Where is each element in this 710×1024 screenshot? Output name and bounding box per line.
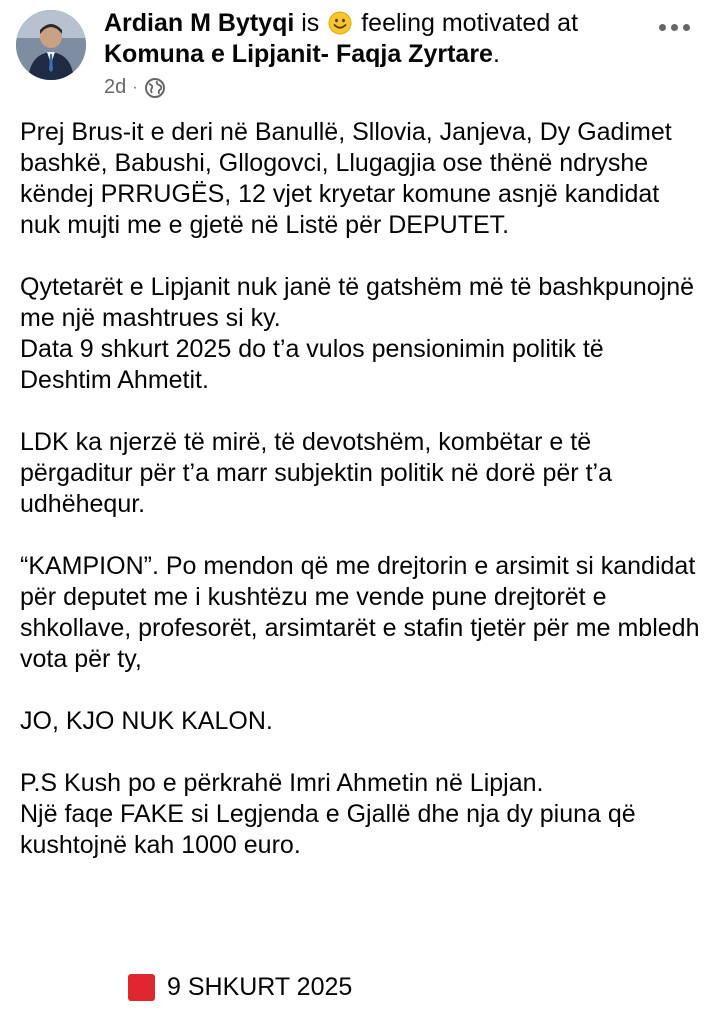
globe-icon[interactable] (144, 77, 166, 99)
post-paragraph: Qytetarët e Lipjanit nuk janë të gatshëm më të bashkpunojnë me një mashtrues si ky. Data 9 shkurt 2025 do t’a vulos pensionimin politik të Deshtim Ahmetit. (20, 273, 695, 394)
election-date-text: 9 SHKURT 2025 (167, 973, 353, 1001)
post-paragraph: “KAMPION”. Po mendon që me drejtorin e arsimit si kandidat për deputet me i kushtëzu me vende pune drejtorët e shkollave, profesorët, arsimtarët e stafin tjetër për me mbledh vota për ty, (20, 552, 700, 673)
post-paragraph: Prej Brus-it e deri në Banullë, Sllovia, Janjeva, Dy Gadimet bashkë, Babushi, Gllogovci, Llugagjia ose thënë ndryshe këndej PRRUGËS, 12 vjet kryetar komune asnjë kandidat nuk mujti me e gjetë në Listë për DEPUTET. (20, 118, 672, 239)
red-square-icon (128, 974, 155, 1001)
more-options-button[interactable] (650, 14, 698, 40)
paragraph-spacer (20, 737, 702, 768)
election-date-line (128, 972, 352, 1003)
post-meta (104, 76, 624, 99)
is-text: is (301, 9, 320, 37)
feeling-text: feeling motivated at (361, 9, 579, 37)
header-text (104, 8, 624, 99)
more-dot-icon (659, 24, 666, 31)
post-paragraph: JO, KJO NUK KALON. (20, 707, 273, 735)
post-timestamp[interactable]: 2d (104, 76, 127, 98)
paragraph-spacer (20, 396, 702, 427)
avatar[interactable] (16, 10, 86, 80)
post-paragraph: P.S Kush po e përkrahë Imri Ahmetin në Lipjan. Një faqe FAKE si Legjenda e Gjallë dhe nja dy piuna që kushtojnë kah 1000 euro. (20, 769, 636, 859)
paragraph-spacer (20, 241, 702, 272)
paragraph-spacer (20, 520, 702, 551)
paragraph-spacer (20, 675, 702, 706)
headline-period: . (492, 40, 500, 68)
more-dot-icon (671, 24, 678, 31)
author-name[interactable]: Ardian M Bytyqi (104, 9, 295, 37)
more-dot-icon (683, 24, 690, 31)
post-headline (104, 8, 624, 70)
post-header (0, 0, 710, 110)
smiley-face-icon (328, 11, 352, 35)
post-paragraph: LDK ka njerzë të mirë, të devotshëm, kombëtar e të përgaditur për t’a marr subjektin politik në dorë për t’a udhëhequr. (20, 428, 612, 518)
page-name-link[interactable]: Komuna e Lipjanit- Faqja Zyrtare (104, 40, 493, 68)
meta-separator: · (132, 78, 138, 96)
post-body (20, 117, 702, 861)
